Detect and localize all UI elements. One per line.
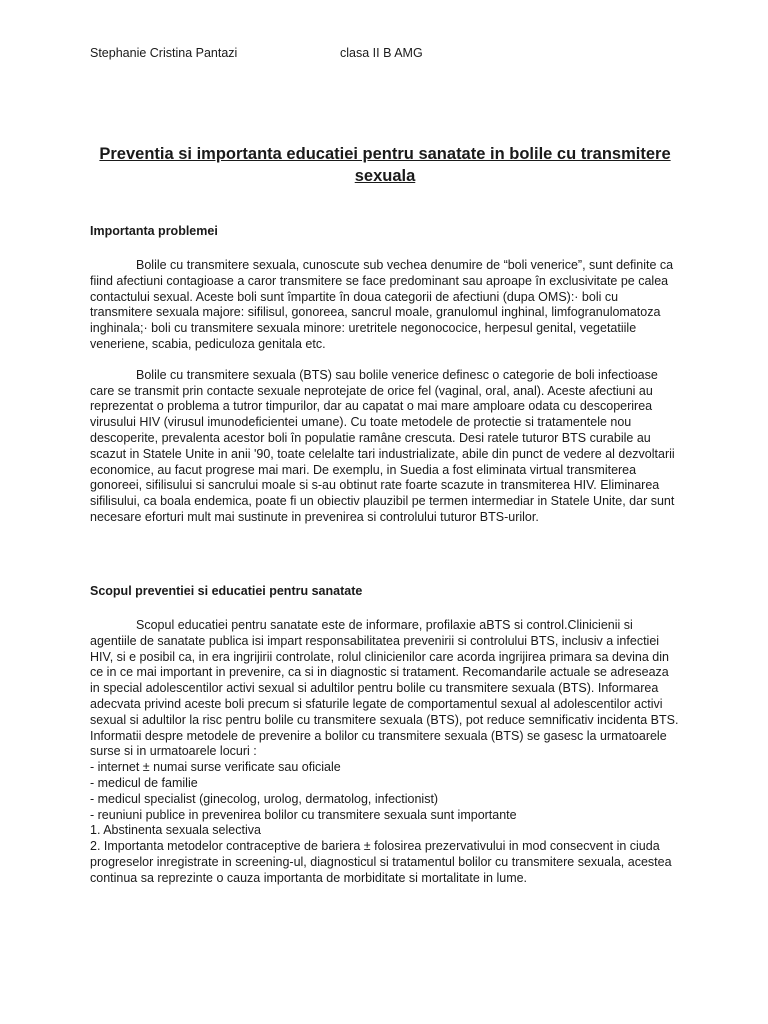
section-heading-purpose: Scopul preventiei si educatiei pentru sanatate [90, 584, 363, 598]
list-item: - reuniuni publice in prevenirea bolilor cu transmitere sexuala sunt importante [90, 807, 517, 822]
class-name: clasa II B AMG [340, 46, 423, 60]
paragraph: Bolile cu transmitere sexuala (BTS) sau bolile venerice definesc o categorie de boli infectioase care se transmit prin contacte sexuale neprotejate de orice fel (vaginal, oral, anal). Aceste afectiuni au reprezentat o problema a tutror timpurilor, dar au capatat o mai mare amploare odata cu descoperirea virusului HIV (virusul imunodeficientei umane). Cu toate metodele de protectie si tratamentele nou descoperite, prevalenta acestor boli în populatie ramâne crescuta. Desi ratele tuturor BTS curabile au scazut in Statele Unite in anii '90, toate celelalte tari industrializate, abile din punct de vedere al dezvoltarii economice, au facut progrese mai mari. De exemplu, in Suedia a fost eliminata virtual transmiterea gonoreei, sifilisului si sancrului moale si s-au obtinut rate foarte scazute in transmiterea HIV. Eliminarea sifilisului, ca boala endemica, poate fi un obiectiv plauzibil pe termen intermediar in Statele Unite, dar sunt necesare eforturi mult mai sustinute in prevenirea si controlului tuturor BTS-urilor. [90, 367, 675, 524]
document-title: Preventia si importanta educatiei pentru sanatate in bolile cu transmitere sexuala [99, 145, 671, 185]
paragraph: Bolile cu transmitere sexuala, cunoscute sub vechea denumire de “boli venerice”, sunt definite ca fiind afectiuni contagioase a caror transmitere se face predominant sau aproape în exclusivitate pe calea contactului sexual. Aceste boli sunt împartite în doua categorii de afectiuni (dupa OMS):· boli cu transmitere sexuala majore: sifilisul, gonoreea, sancrul moale, granulomul inghinal, limfogranulomatoza inghinala;· boli cu transmitere sexuala minore: uretritele negonococice, herpesul genital, vegetatiile veneriene, scabia, pediculoza genitala etc. [90, 258, 674, 351]
list-item: 1. Abstinenta sexuala selectiva [90, 823, 261, 838]
section-importance-body [90, 258, 680, 526]
section-purpose-body [90, 618, 680, 887]
list-item: - medicul de familie [90, 775, 198, 790]
author-name: Stephanie Cristina Pantazi [90, 46, 238, 60]
section-heading-importance: Importanta problemei [90, 224, 218, 238]
paragraph: Scopul educatiei pentru sanatate este de informare, profilaxie aBTS si control.Clinicienii si agentiile de sanatate publica isi impart responsabilitatea prevenirii si controlului BTS, inclusiv a infectiei HIV, si e posibil ca, in era ingrijirii controlate, rolul clinicienilor care acorda ingrijirea primara sa devina din ce in ce mai important in prevenire, ca si in diagnostic si tratament. Recomandarile actuale se adreseaza in special adolescentilor activi sexual si adultilor pentru bolile cu transmitere sexuala (BTS). Informarea adecvata privind aceste boli precum si sfaturile legate de comportamentul sexual al adolescentilor activi sexual si adultilor la risc pentru bolile cu transmitere sexuala (BTS), pot reduce semnificativ incidenta BTS. Informatii despre metodele de prevenire a bolilor cu transmitere sexuala (BTS) se gasesc la urmatoarele surse si in urmatoarele locuri : [90, 618, 679, 759]
page-header [90, 46, 423, 60]
list-item: - medicul specialist (ginecolog, urolog, dermatolog, infectionist) [90, 791, 439, 806]
list-item: 2. Importanta metodelor contraceptive de bariera ± folosirea prezervativului in mod consecvent in ciuda progreselor inregistrate in screening-ul, diagnosticul si tratamentul bolilor cu transmitere sexuala, acestea continua sa reprezinte o cauza importanta de morbiditate si mortalitate in lume. [90, 839, 672, 885]
list-item: - internet ± numai surse verificate sau oficiale [90, 760, 341, 775]
